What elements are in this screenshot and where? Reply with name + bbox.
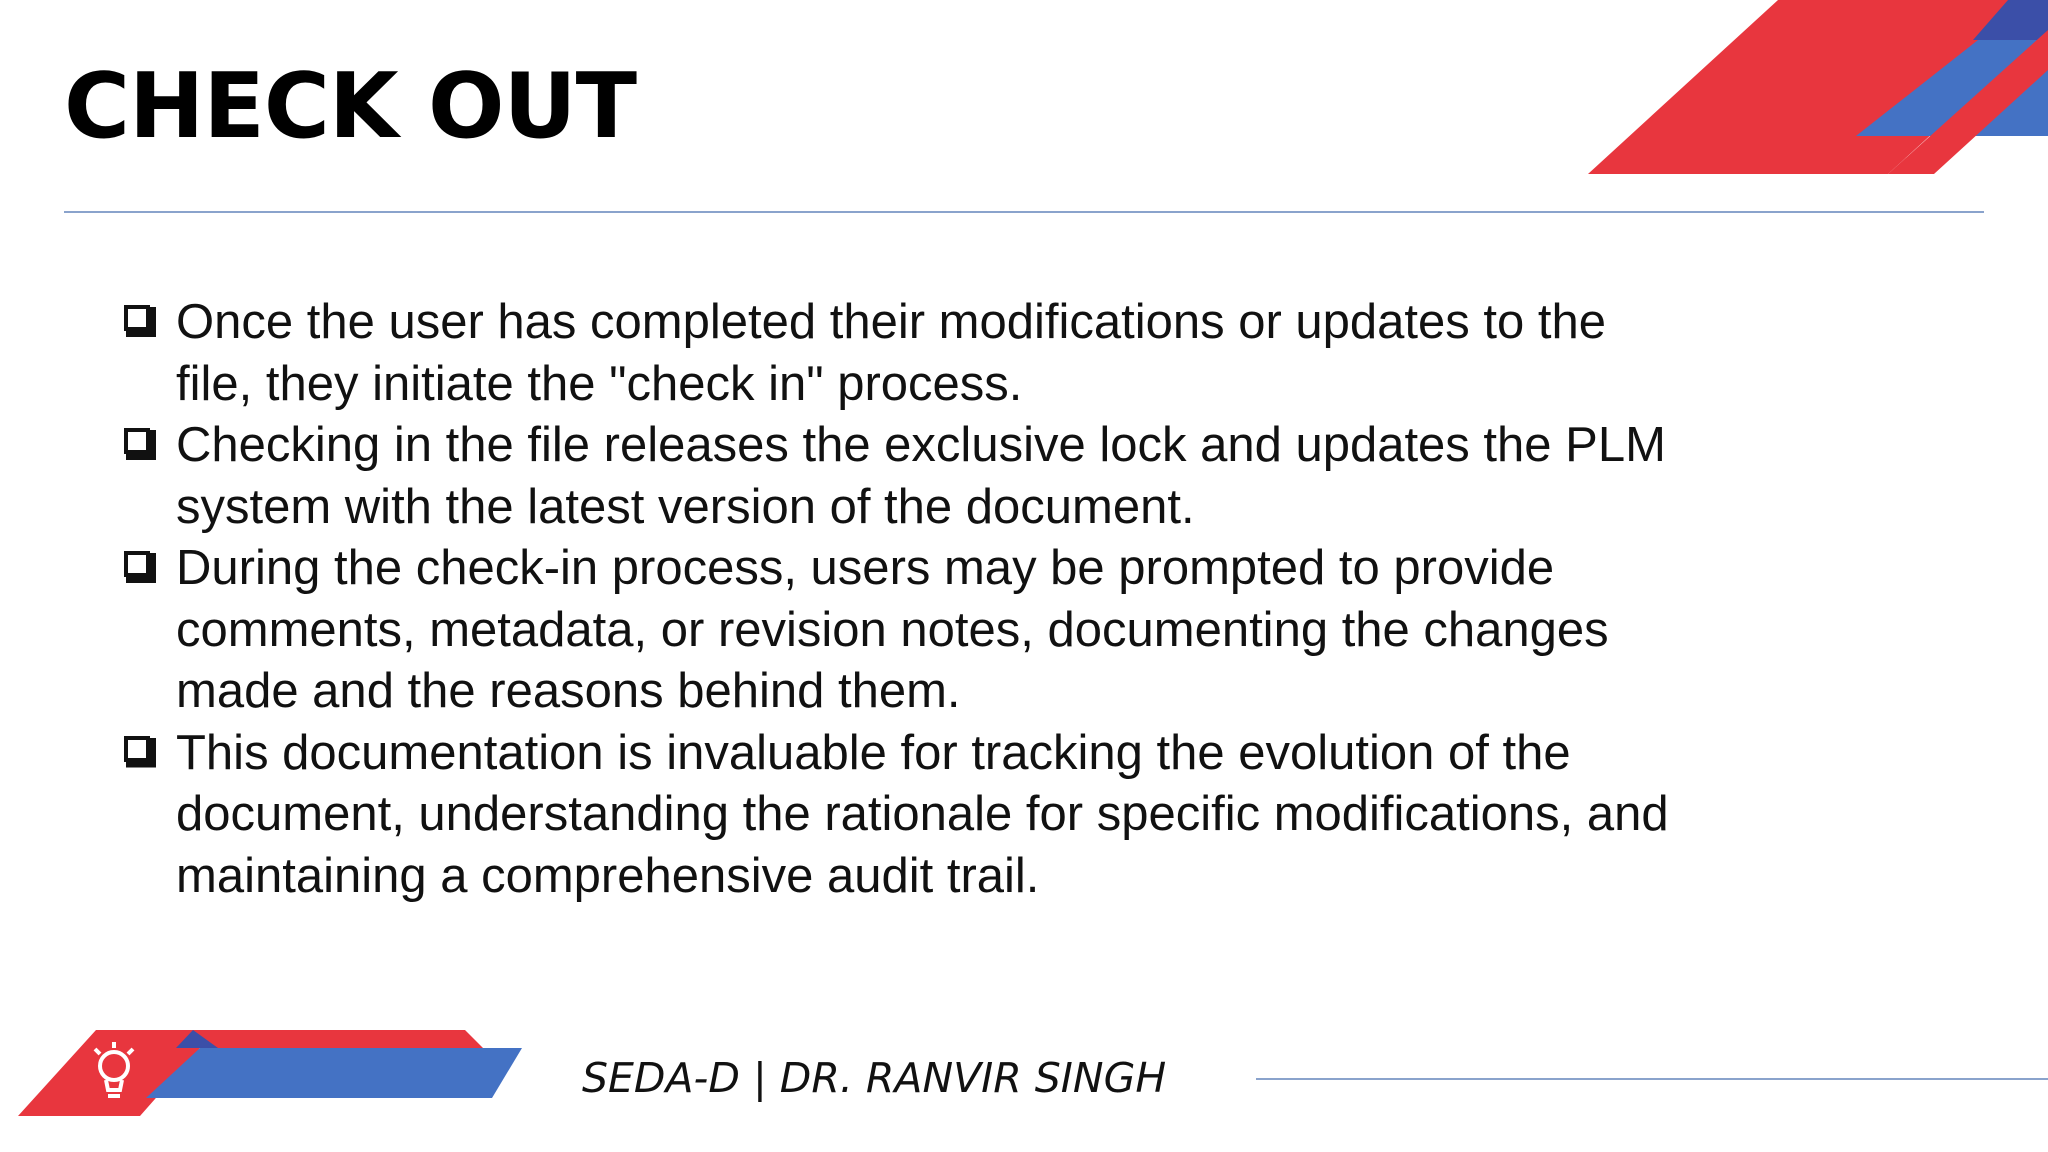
bullet-text: During the check-in process, users may be prompted to provide comments, metadata, or revision notes, documenting the changes made and the reasons behind them. [176, 541, 1609, 718]
checkbox-icon [124, 305, 150, 331]
checkbox-icon [124, 736, 150, 762]
checkbox-icon [124, 551, 150, 577]
footer-divider [1256, 1078, 2048, 1080]
bullet-item [118, 292, 1678, 415]
bullet-item [118, 415, 1678, 538]
checkbox-icon [124, 428, 150, 454]
logo-blue-band [146, 1048, 522, 1098]
bullet-list [118, 292, 1678, 907]
footer-credit: SEDA-D | DR. RANVIR SINGH [582, 1054, 1167, 1102]
slide-title: CHECK OUT [64, 54, 636, 159]
corner-decoration [1588, 0, 2048, 176]
bullet-item [118, 538, 1678, 723]
bullet-text: This documentation is invaluable for tracking the evolution of the document, understanding the rationale for specific modifications, and maintaining a comprehensive audit trail. [176, 725, 1669, 903]
title-divider [64, 211, 1984, 213]
bullet-text: Checking in the file releases the exclusive lock and updates the PLM system with the latest version of the document. [176, 418, 1666, 534]
bullet-item [118, 723, 1678, 908]
bullet-text: Once the user has completed their modifications or updates to the file, they initiate the "check in" process. [176, 295, 1606, 411]
footer-logo [18, 1030, 524, 1116]
